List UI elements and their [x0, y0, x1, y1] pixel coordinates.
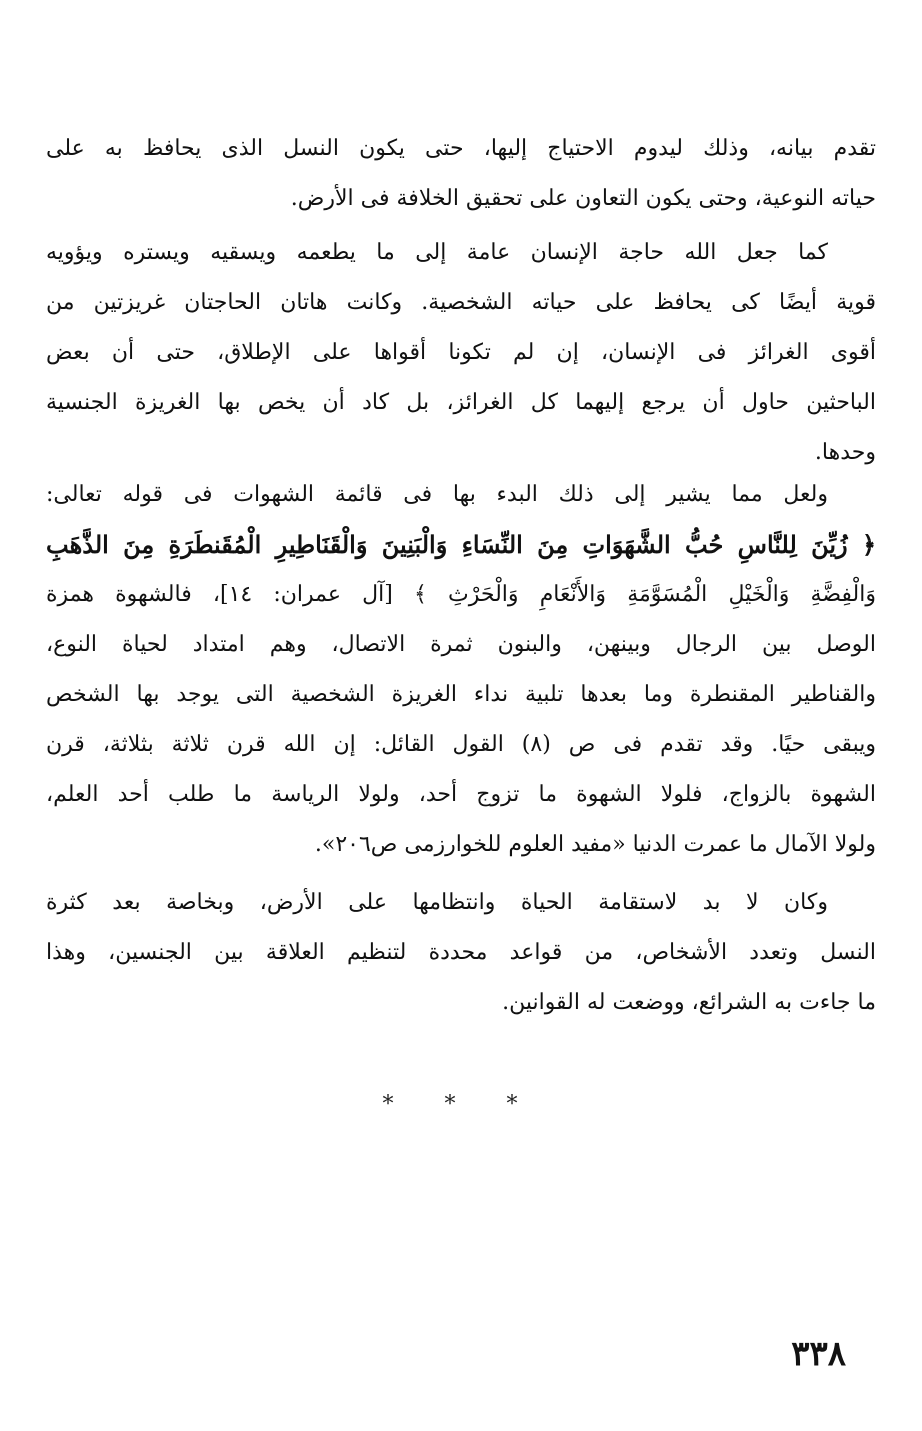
text-line: والقناطير المقنطرة وما بعدها تلبية نداء الغريزة الشخصية التى يوجد بها الشخص [46, 682, 876, 707]
paragraph-4 [46, 878, 876, 1028]
text-line: الوصل بين الرجال وبينهن، والبنون ثمرة الاتصال، وهم امتداد لحياة النوع، [46, 632, 876, 657]
quran-verse-line: ﴿ زُيِّنَ لِلنَّاسِ حُبُّ الشَّهَوَاتِ مِنَ النِّسَاءِ وَالْبَنِينَ وَالْقَنَاطِيرِ الْمُقَنطَرَةِ مِنَ الذَّهَبِ [46, 530, 876, 559]
text-line: تقدم بيانه، وذلك ليدوم الاحتياج إليها، حتى يكون النسل الذى يحافظ به على [46, 136, 876, 161]
text-line: وحدها. [814, 440, 876, 465]
text-line: ما جاءت به الشرائع، ووضعت له القوانين. [502, 990, 876, 1015]
text-line: كما جعل الله حاجة الإنسان عامة إلى ما يطعمه ويسقيه ويستره ويؤويه [46, 240, 828, 265]
text-line: قوية أيضًا كى يحافظ على حياته الشخصية. وكانت هاتان الحاجتان غريزتين من [46, 290, 876, 315]
text-line: ولولا الآمال ما عمرت الدنيا «مفيد العلوم للخوارزمى ص٢٠٦». [314, 832, 876, 857]
text-line: النسل وتعدد الأشخاص، من قواعد محددة لتنظيم العلاقة بين الجنسين، وهذا [46, 940, 876, 965]
text-line: وكان لا بد لاستقامة الحياة وانتظامها على الأرض، وبخاصة بعد كثرة [46, 890, 828, 915]
paragraph-2 [46, 228, 876, 478]
text-line: ولعل مما يشير إلى ذلك البدء بها فى قائمة الشهوات فى قوله تعالى: [46, 482, 828, 507]
quran-verse-line: وَالْفِضَّةِ وَالْخَيْلِ الْمُسَوَّمَةِ وَالأَنْعَامِ وَالْحَرْثِ ﴾ [آل عمران: ١٤]، فالشهوة همزة [46, 582, 876, 607]
text-line: الباحثين حاول أن يرجع إليهما كل الغرائز، بل كاد أن يخص بها الغريزة الجنسية [46, 390, 876, 415]
section-separator: * * * [382, 1092, 540, 1117]
text-line: ويبقى حيًا. وقد تقدم فى ص (٨) القول القائل: إن الله قرن ثلاثة بثلاثة، قرن [46, 732, 876, 757]
paragraph-3 [46, 470, 876, 870]
paragraph-1 [46, 124, 876, 224]
page-number: ٣٣٨ [791, 1334, 846, 1374]
text-line: الشهوة بالزواج، فلولا الشهوة ما تزوج أحد، ولولا الرياسة ما طلب أحد العلم، [46, 782, 876, 807]
text-line: حياته النوعية، وحتى يكون التعاون على تحقيق الخلافة فى الأرض. [290, 186, 876, 211]
text-line: أقوى الغرائز فى الإنسان، إن لم تكونا أقواها على الإطلاق، حتى أن بعض [46, 340, 876, 365]
